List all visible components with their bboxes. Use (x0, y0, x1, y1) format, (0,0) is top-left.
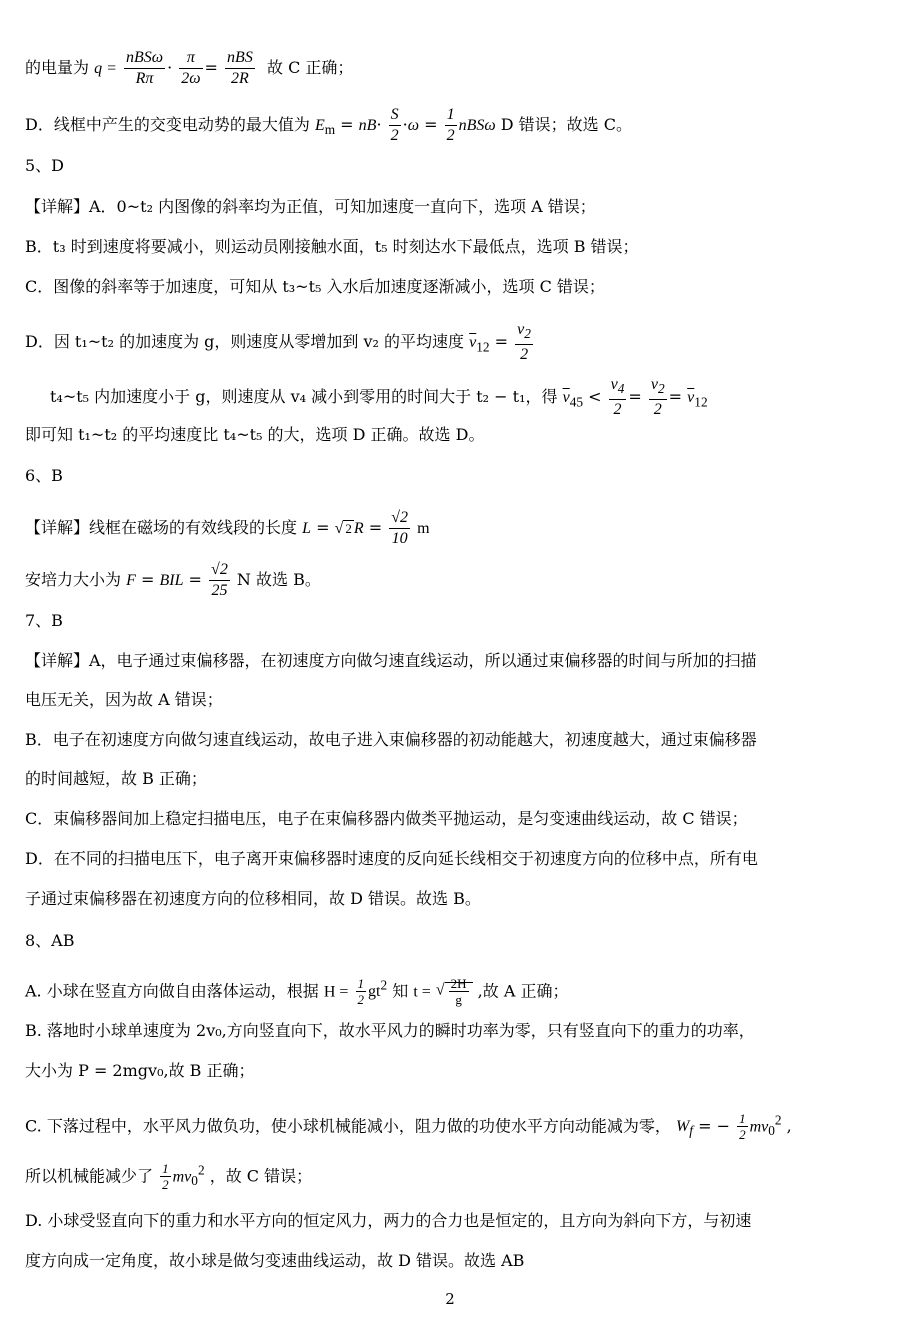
line-7c: B．电子在初速度方向做匀速直线运动，故电子进入束偏移器的初动能越大，初速度越大，通过束偏移器 (25, 730, 757, 749)
line-7g: 子通过束偏移器在初速度方向的位移相同，故 D 错误。故选 B。 (25, 889, 481, 908)
text: t₄~t₅ 内加速度小于 g，则速度从 v₄ 减小到零用的时间大于 t₂ − t₁，得 (50, 387, 558, 407)
page-number: 2 (445, 1290, 455, 1308)
text: N 故选 B。 (236, 570, 321, 589)
fraction: $\frac{\pi}{2\omega}$ (181, 49, 201, 87)
line-7d: 的时间越短，故 B 正确； (25, 769, 207, 788)
text: D．因 t₁~t₂ 的加速度为 g，则速度从零增加到 v₂ 的平均速度 (25, 332, 465, 352)
fraction: $\frac{1}{2}$ (357, 976, 364, 1008)
fraction: $\frac{1}{2}$ (162, 1161, 169, 1193)
fraction: $\frac{v_4}{2}$ (610, 376, 625, 419)
question-number: 7、B (25, 611, 63, 630)
line-charge: 的电量为 q = $\frac{\text{nBSω}}{R\pi}$ · $\frac{\pi}{2\omega}$ = $\frac{\text{nBS}}{2R}$ 故 C 正确； (25, 49, 354, 87)
text: 【详解】线框在磁场的有效线段的长度 (25, 518, 298, 537)
line-8e: 所以机械能减少了 $\frac{1}{2}$ $mv_0^2$ ，故 C 错误； (25, 1161, 313, 1193)
unit: m (417, 520, 430, 537)
fraction: $\frac{1}{2}$ (739, 1111, 746, 1143)
line-5e: t₄~t₅ 内加速度小于 g，则速度从 v₄ 减小到零用的时间大于 t₂ − t₁，得 $\overline{v}_{45}$ < $\frac{v_4}{2}$ = $\frac{v_2}{2}$ = $\overline{v}_{12}$ (50, 376, 708, 419)
fraction: $\frac{v_2}{2}$ (650, 376, 665, 419)
text: 安培力大小为 (25, 570, 122, 589)
fraction: $\frac{√2}{25}$ (211, 561, 228, 599)
text: 知 (392, 981, 409, 1001)
question-number: 5、D (25, 156, 65, 175)
fraction: $\frac{√2}{10}$ (391, 509, 409, 547)
line-6a: 【详解】线框在磁场的有效线段的长度 L = √ 2 R = $\frac{√2}{10}$ m (25, 509, 430, 547)
fraction: $\frac{v_2}{2}$ (517, 321, 531, 364)
question-number: 6、B (25, 466, 63, 485)
fraction: $\frac{\text{nBS}}{2R}$ (227, 49, 253, 87)
line-5c: C．图像的斜率等于加速度，可知从 t₃~t₅ 入水后加速度逐渐减小，选项 C 错误； (25, 277, 605, 296)
line-5d: D．因 t₁~t₂ 的加速度为 g，则速度从零增加到 v₂ 的平均速度 $\overline{v}_{12}$ = $\frac{v_2}{2}$ (25, 321, 531, 364)
line-8b: B. 落地时小球单速度为 2v₀,方向竖直向下，故水平风力的瞬时功率为零，只有竖直向下的重力的功率， (25, 1021, 755, 1040)
text: 故 C 正确； (267, 58, 354, 77)
text: C. 下落过程中，水平风力做负功，使小球机械能减小，阻力做的功使水平方向动能减为零， (25, 1116, 671, 1136)
formula-e: E (314, 117, 325, 134)
line-8g: 度方向成一定角度，故小球是做匀变速曲线运动，故 D 错误。故选 AB (25, 1251, 525, 1270)
line-5b: B．t₃ 时到速度将要减小，则运动员刚接触水面，t₅ 时刻达水下最低点，选项 B 错误； (25, 237, 639, 256)
line-7b: 电压无关，因为故 A 错误； (25, 690, 223, 709)
question-number: 8、AB (25, 931, 75, 950)
line-emf: D．线框中产生的交变电动势的最大值为 $E_m = nB\cdot$ $\frac{S}{2}$ ·ω = $\frac{1}{2}$ nBSω D 错误；故选 C。 (25, 106, 633, 144)
formula-q: q = (94, 60, 117, 77)
text: D 错误；故选 C。 (500, 115, 633, 134)
line-5f: 即可知 t₁~t₂ 的平均速度比 t₄~t₅ 的大，选项 D 正确。故选 D。 (25, 425, 485, 444)
line-7a: 【详解】A，电子通过束偏移器，在初速度方向做匀速直线运动，所以通过束偏移器的时间与所加的扫描 (25, 651, 757, 670)
fraction: $\frac{\text{nBSω}}{R\pi}$ (126, 49, 164, 87)
text: 所以机械能减少了 (25, 1166, 154, 1186)
line-8c: 大小为 P = 2mgv₀,故 B 正确； (25, 1061, 255, 1080)
line-6b: 安培力大小为 F = BIL = $\frac{√2}{25}$ N 故选 B。 (25, 561, 321, 599)
text: A. 小球在竖直方向做自由落体运动，根据 (25, 981, 319, 1001)
line-8a: A. 小球在竖直方向做自由落体运动，根据 H = $\frac{1}{2}$ $gt^2$ 知 t = √ $\frac{2H}{g}$ ,故 A 正确； (25, 976, 569, 1008)
text: ，故 C 错误； (209, 1166, 313, 1186)
line-7e: C．束偏移器间加上稳定扫描电压，电子在束偏移器内做类平抛运动，是匀变速曲线运动，故 C 错误； (25, 809, 748, 828)
fraction: $\frac{S}{2}$ (390, 106, 399, 144)
text: 的电量为 (25, 58, 90, 77)
line-7f: D．在不同的扫描电压下，电子离开束偏移器时速度的反向延长线相交于初速度方向的位移中点，所有电 (25, 849, 758, 868)
fraction: $\frac{1}{2}$ (446, 106, 455, 144)
line-8d: C. 下落过程中，水平风力做负功，使小球机械能减小，阻力做的功使水平方向动能减为零， $W_f$ = − $\frac{1}{2}$ $mv_0^2$ , (25, 1111, 792, 1143)
text: ,故 A 正确； (477, 981, 569, 1001)
text: D．线框中产生的交变电动势的最大值为 (25, 115, 310, 134)
line-8f: D. 小球受竖直向下的重力和水平方向的恒定风力，两力的合力也是恒定的，且方向为斜向下方，与初速 (25, 1211, 752, 1230)
line-5a: 【详解】A．0~t₂ 内图像的斜率均为正值，可知加速度一直向下，选项 A 错误； (25, 197, 596, 216)
